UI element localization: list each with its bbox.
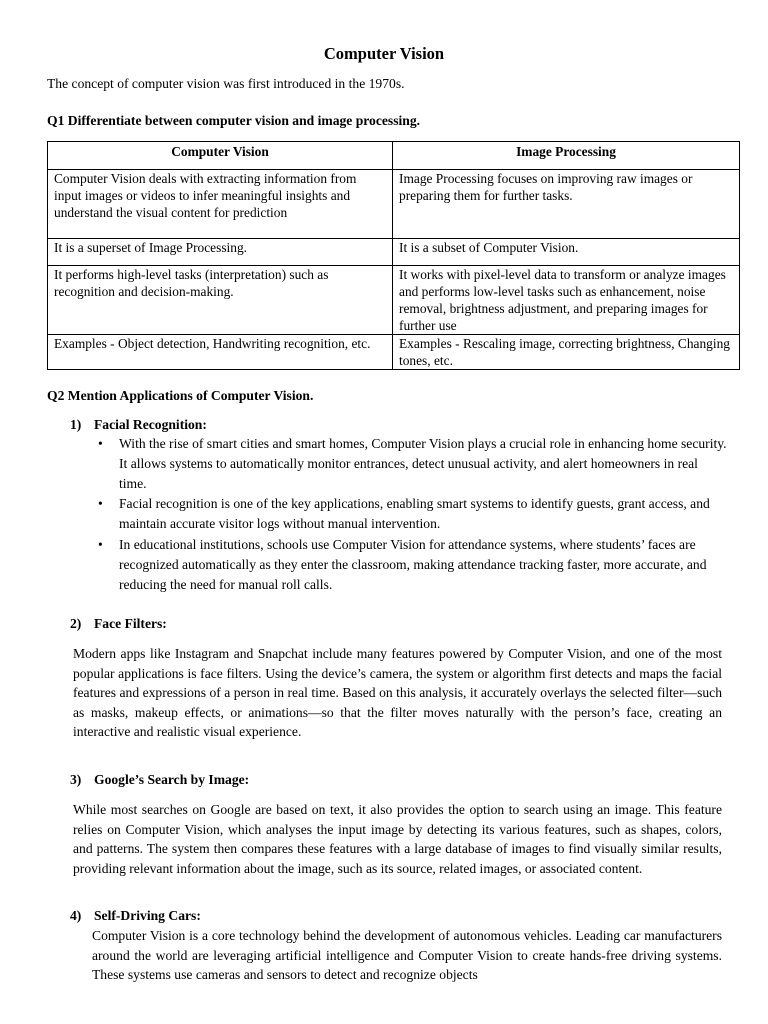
section-title: Face Filters: <box>94 616 167 631</box>
bullet-icon: • <box>98 496 103 512</box>
table-row <box>48 335 740 370</box>
section-number: 1) <box>70 417 82 432</box>
list-item <box>98 535 728 594</box>
q2-heading: Q2 Mention Applications of Computer Vision. <box>47 388 314 403</box>
table-cell: Examples - Rescaling image, correcting brightness, Changing tones, etc. <box>393 335 740 370</box>
bullet-list <box>98 434 728 595</box>
section-title: Google’s Search by Image: <box>94 772 250 787</box>
table-cell: It is a superset of Image Processing. <box>48 239 393 266</box>
table-row <box>48 170 740 239</box>
bullet-icon: • <box>98 536 103 552</box>
section-paragraph: Modern apps like Instagram and Snapchat include many features powered by Computer Vision, and one of the most popular applications is face filters. Using the device’s camera, the system or algorithm first detects and maps the facial features and expressions of a person in real time. Based on this analysis, it accurately overlays the selected filter—such as masks, makeup effects, or animations—so that the filter moves naturally with the person’s face, creating an interactive and realistic visual experience. <box>73 646 722 739</box>
section-heading <box>70 772 249 788</box>
bullet-icon: • <box>98 436 103 451</box>
table-row <box>48 239 740 266</box>
document-title: Computer Vision <box>323 44 445 63</box>
section-number: 3) <box>70 772 82 787</box>
list-item-text: In educational institutions, schools use Computer Vision for attendance systems, where students’ faces are recognized automatically as they enter the classroom, making attendance tracking faster, more accurate, and reducing the need for manual roll calls. <box>119 536 707 592</box>
list-item <box>98 494 728 534</box>
table-row <box>48 266 740 335</box>
table-cell: It works with pixel-level data to transform or analyze images and performs low-level tasks such as enhancement, noise removal, brightness adjustment, and preparing images for further use <box>393 266 740 335</box>
comparison-table <box>47 141 740 370</box>
section-number: 4) <box>70 908 82 923</box>
table-cell: Image Processing focuses on improving raw images or preparing them for further tasks. <box>393 170 740 239</box>
list-item-text: With the rise of smart cities and smart homes, Computer Vision plays a crucial role in enhancing home security. It allows systems to automatically monitor entrances, detect unusual activity, and alert homeowners in real time. <box>119 436 727 491</box>
list-item <box>98 434 728 493</box>
section-paragraph: Computer Vision is a core technology behind the development of autonomous vehicles. Leading car manufacturers around the world are leveraging artificial intelligence and Computer Vision to create hands-free driving systems. These systems use cameras and sensors to detect and recognize objects <box>92 928 722 982</box>
list-item-text: Facial recognition is one of the key applications, enabling smart systems to identify guests, grant access, and maintain accurate visitor logs without manual intervention. <box>119 496 710 532</box>
table-cell: It is a subset of Computer Vision. <box>393 239 740 266</box>
q1-heading: Q1 Differentiate between computer vision and image processing. <box>47 113 421 128</box>
section-title: Self-Driving Cars: <box>94 908 201 923</box>
table-header-cell: Image Processing <box>393 142 740 170</box>
table-header-cell: Computer Vision <box>48 142 393 170</box>
section-title: Facial Recognition: <box>94 417 207 432</box>
intro-text: The concept of computer vision was first introduced in the 1970s. <box>47 76 405 91</box>
section-heading <box>70 616 167 632</box>
section-paragraph: While most searches on Google are based on text, it also provides the option to search using an image. This feature relies on Computer Vision, which analyses the input image by detecting its various features, such as shapes, colors, and patterns. The system then compares these features with a large database of images to find visually similar results, providing relevant information about the image, such as its source, related images, or associated content. <box>73 802 722 876</box>
table-header-row <box>48 142 740 170</box>
table-cell: Computer Vision deals with extracting information from input images or videos to infer meaningful insights and understand the visual content for prediction <box>48 170 393 239</box>
section-heading <box>70 908 201 924</box>
table-cell: Examples - Object detection, Handwriting recognition, etc. <box>48 335 393 370</box>
section-number: 2) <box>70 616 82 631</box>
section-heading <box>70 417 207 433</box>
table-cell: It performs high-level tasks (interpretation) such as recognition and decision-making. <box>48 266 393 335</box>
